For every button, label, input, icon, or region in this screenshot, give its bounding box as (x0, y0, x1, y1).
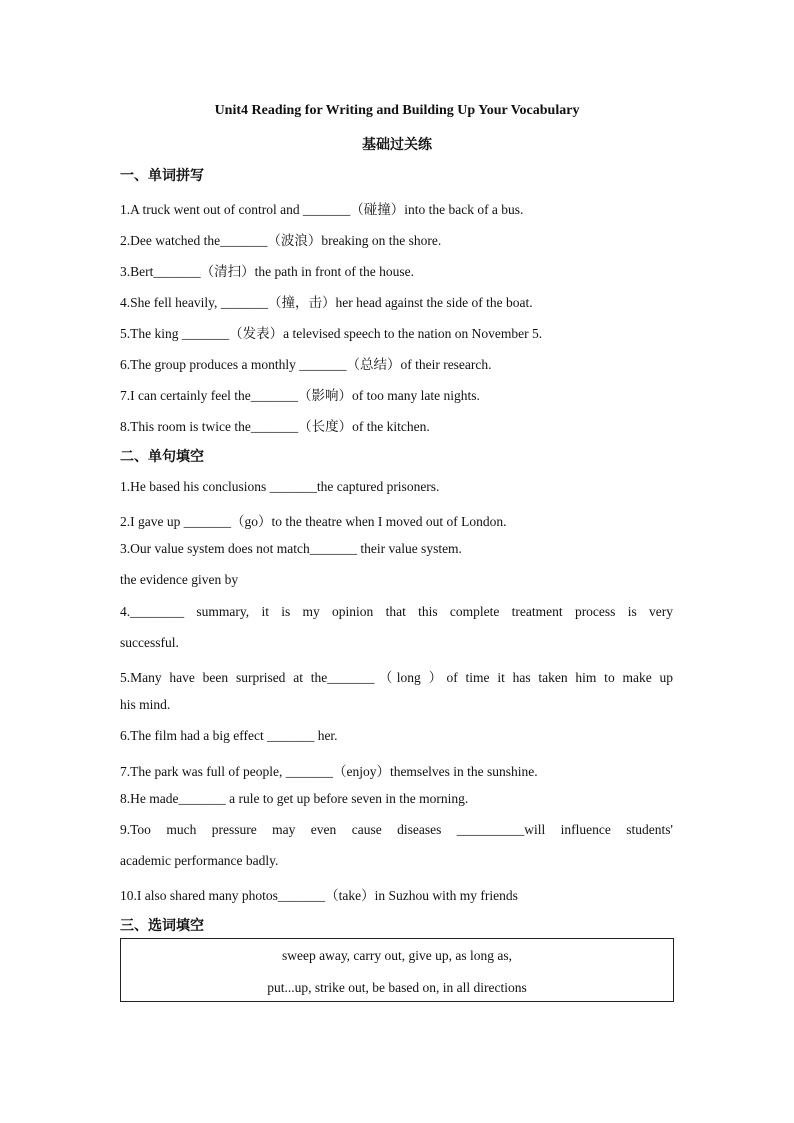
exercise-line: 1.A truck went out of control and _______（碰撞）into the back of a bus. (120, 202, 524, 217)
exercise-line: 5.Many have been surprised at the_______（long ）of time it has taken him to make up (120, 670, 673, 685)
exercise-line: 8.This room is twice the_______（长度）of the kitchen. (120, 419, 430, 434)
exercise-line: 2.Dee watched the_______（波浪）breaking on the shore. (120, 233, 442, 248)
exercise-line: 6.The film had a big effect _______ her. (120, 728, 338, 743)
exercise-line: 3.Bert_______（清扫）the path in front of the house. (120, 264, 414, 279)
exercise-line: the evidence given by (120, 572, 239, 587)
word-bank-box (120, 938, 674, 1002)
section-heading-fill-in: 二、单句填空 (120, 449, 204, 465)
exercise-line: 6.The group produces a monthly _______（总结）of their research. (120, 357, 492, 372)
section-heading-word-bank: 三、选词填空 (120, 918, 204, 934)
page-subtitle: 基础过关练 (362, 138, 432, 153)
exercise-line: 1.He based his conclusions _______the captured prisoners. (120, 479, 440, 494)
exercise-line: 8.He made_______ a rule to get up before seven in the morning. (120, 791, 469, 806)
exercise-line: his mind. (120, 697, 171, 712)
exercise-line: 7.I can certainly feel the_______（影响）of too many late nights. (120, 388, 480, 403)
exercise-line: 4.She fell heavily, _______（撞，击）her head against the side of the boat. (120, 295, 533, 310)
exercise-line: 3.Our value system does not match_______ their value system. (120, 541, 462, 556)
word-bank-line: sweep away, carry out, give up, as long as, (281, 948, 513, 963)
exercise-line: academic performance badly. (120, 853, 279, 868)
exercise-line: 4.________ summary, it is my opinion that this complete treatment process is very (120, 604, 673, 619)
word-bank-line: put...up, strike out, be based on, in all directions (267, 980, 527, 995)
page-title: Unit4 Reading for Writing and Building Up Your Vocabulary (214, 103, 580, 118)
exercise-line: 5.The king _______（发表）a televised speech to the nation on November 5. (120, 326, 543, 341)
exercise-line: 10.I also shared many photos_______（take）in Suzhou with my friends (120, 888, 518, 903)
exercise-line: 9.Too much pressure may even cause diseases __________will influence students' (120, 822, 673, 837)
exercise-line: successful. (120, 635, 179, 650)
exercise-line: 7.The park was full of people, _______（enjoy）themselves in the sunshine. (120, 764, 538, 779)
section-heading-spelling: 一、单词拼写 (120, 168, 204, 184)
exercise-line: 2.I gave up _______（go）to the theatre when I moved out of London. (120, 514, 507, 529)
